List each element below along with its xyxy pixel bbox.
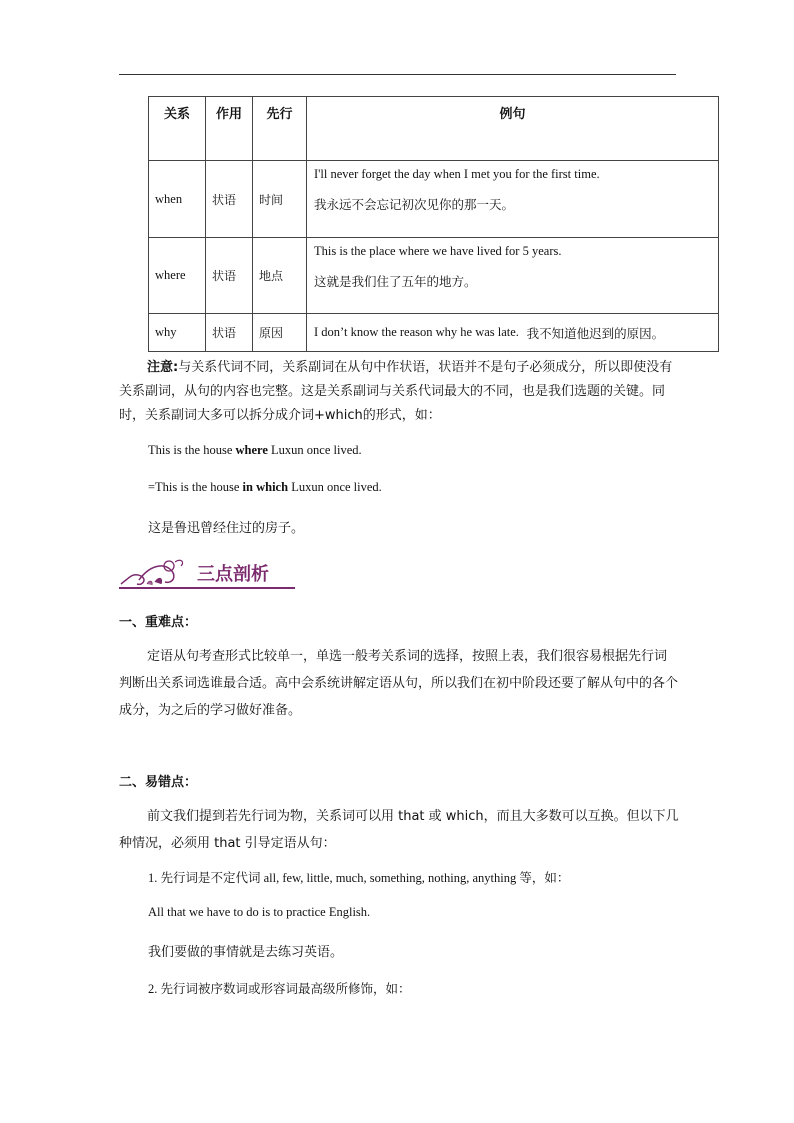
heading-difficult-points: 一、重难点：: [119, 615, 198, 630]
example-inline: [307, 314, 718, 351]
table-row: [149, 238, 719, 314]
relative-adverb-table: [148, 96, 719, 352]
table-header-row: [149, 97, 719, 161]
example-sentence-where: [148, 443, 362, 458]
header-example: 例句: [307, 97, 719, 161]
table-row: [149, 314, 719, 352]
note-label: 注意:: [147, 360, 179, 375]
cell-function: 状语: [212, 326, 237, 340]
example-text: =This is the house: [148, 480, 243, 494]
cell-antecedent: 时间: [259, 192, 284, 207]
list-item-1-example: All that we have to do is to practice English.: [148, 905, 371, 919]
header-relation: 关系: [149, 97, 206, 161]
note-text: 与关系代词不同，关系副词在从句中作状语，状语并不是句子必须成分，所以即使没有关系副词，从句的内容也完整。这是关系副词与关系代词最大的不同，也是我们选题的关键。同时，关系副词大多可以拆分成介词+which的形式，如：: [119, 360, 673, 423]
heading-error-points: 二、易错点：: [119, 775, 198, 790]
cell-relation: when: [155, 191, 183, 206]
paragraph-difficult-points: 定语从句考查形式比较单一，单选一般考关系词的选择，按照上表，我们很容易根据先行词判断出关系词选谁最合适。高中会系统讲解定语从句，所以我们在初中阶段还要了解从句中的各个成分，为之后的学习做好准备。: [119, 649, 679, 718]
cell-function: 状语: [212, 269, 237, 283]
example-english: This is the place where we have lived for 5 years.: [314, 244, 562, 258]
example-english: I'll never forget the day when I met you for the first time.: [314, 167, 600, 181]
cell-antecedent: 原因: [259, 326, 284, 340]
example-text: This is the house: [148, 443, 236, 457]
header-antecedent: 先行: [253, 97, 307, 161]
example-english: I don’t know the reason why he was late.: [314, 325, 519, 339]
cell-function: 状语: [212, 192, 237, 207]
example-sentence-in-which: [148, 480, 382, 495]
section-title: [119, 560, 299, 590]
list-item-1-translation: 我们要做的事情就是去练习英语。: [148, 945, 344, 960]
cell-relation: where: [155, 268, 186, 282]
example-keyword: where: [235, 443, 268, 457]
header-rule: [119, 74, 676, 75]
cell-antecedent: 地点: [259, 269, 284, 283]
header-function: 作用: [206, 97, 253, 161]
example-chinese: 这就是我们住了五年的地方。: [314, 274, 477, 289]
section-title-underline: [119, 587, 295, 589]
list-item-1: 1. 先行词是不定代词 all, few, little, much, something, nothing, anything 等，如：: [148, 871, 570, 885]
table-row: [149, 161, 719, 238]
cell-relation: why: [155, 325, 177, 339]
floral-ornament-icon: [119, 556, 189, 588]
example-text: Luxun once lived.: [288, 480, 382, 494]
example-chinese: 我不知道他迟到的原因。: [526, 325, 665, 341]
example-sentence-chinese: 这是鲁迅曾经住过的房子。: [148, 521, 305, 536]
section-title-label: 三点剖析: [197, 564, 269, 585]
note-paragraph: [119, 356, 679, 428]
example-keyword: in which: [242, 480, 289, 494]
example-text: Luxun once lived.: [267, 443, 362, 457]
paragraph-error-points: 前文我们提到若先行词为物，关系词可以用 that 或 which，而且大多数可以互换。但以下几种情况，必须用 that 引导定语从句：: [119, 809, 679, 851]
example-chinese: 我永远不会忘记初次见你的那一天。: [314, 197, 515, 212]
list-item-2: 2. 先行词被序数词或形容词最高级所修饰，如：: [148, 982, 411, 996]
